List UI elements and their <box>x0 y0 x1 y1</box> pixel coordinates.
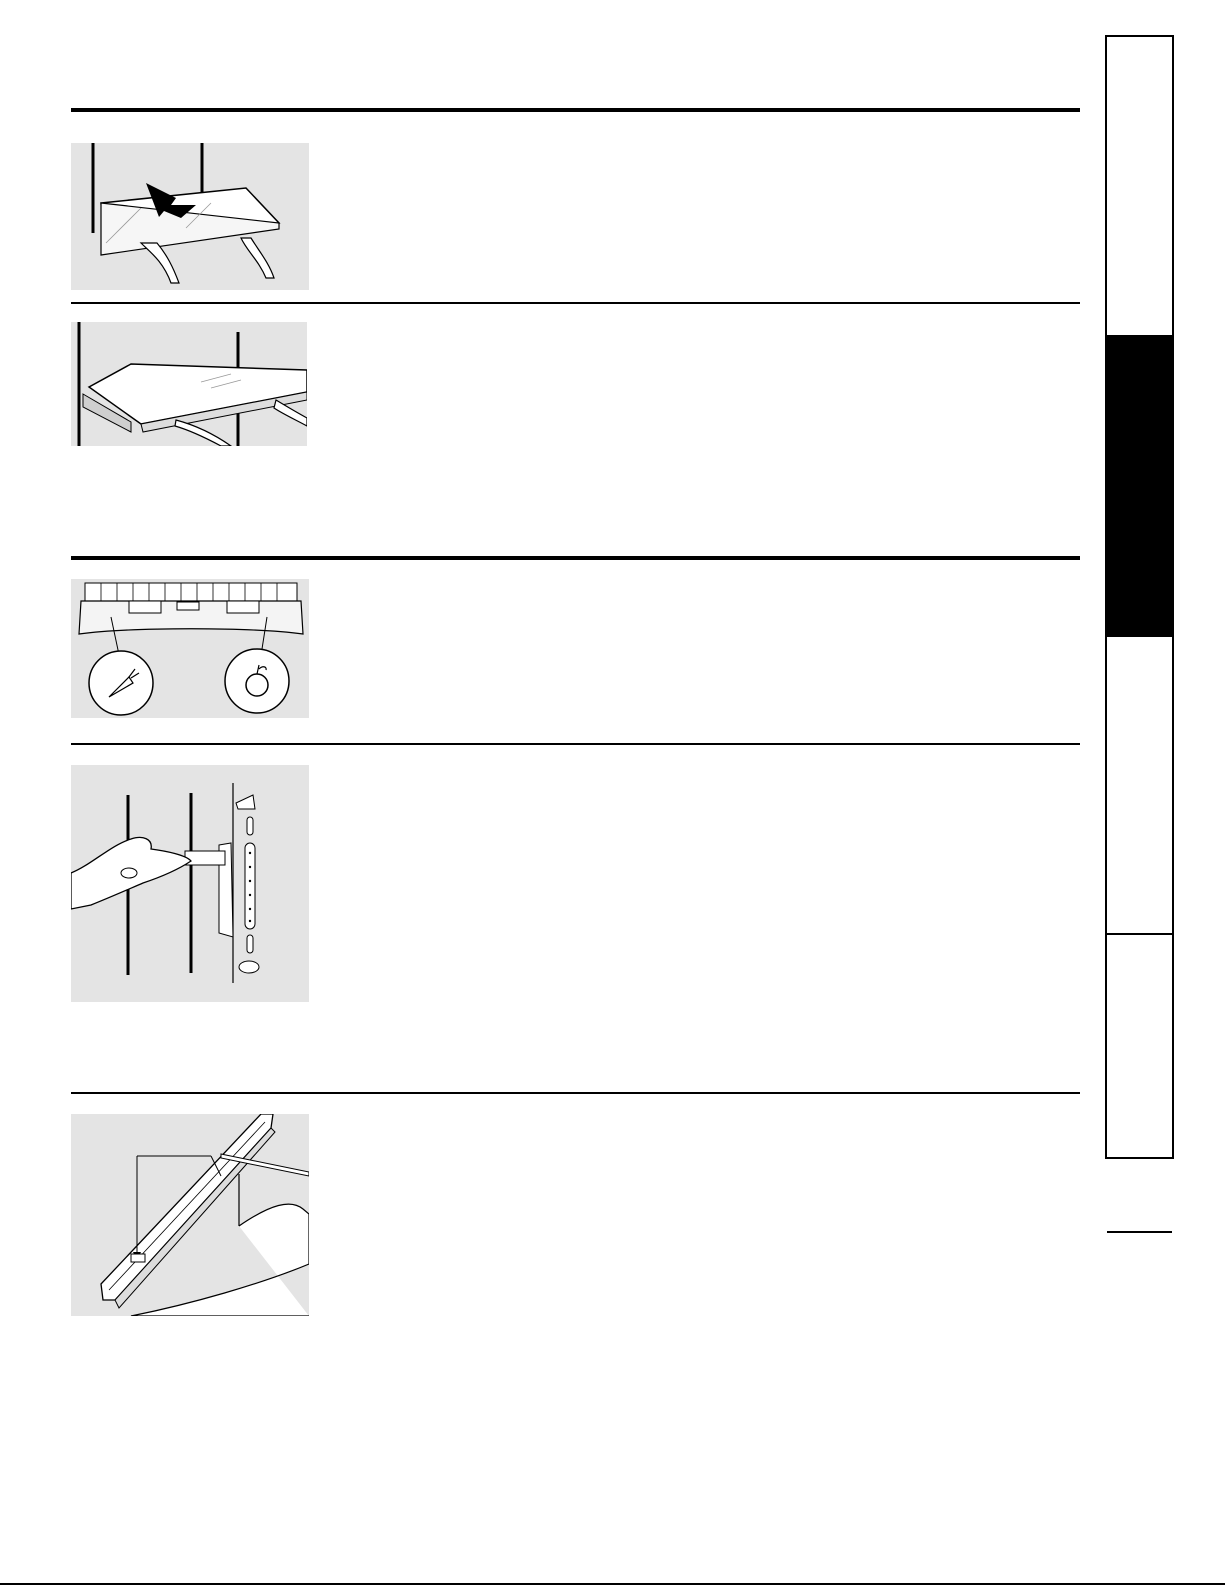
tab-4[interactable] <box>1107 933 1172 1231</box>
section-divider <box>71 743 1080 745</box>
shelf-slide-out-arrow-icon <box>71 143 309 290</box>
temperature-slider-icon <box>71 765 309 1002</box>
section-divider-top <box>71 108 1080 112</box>
shelf-hands-icon <box>71 322 307 446</box>
section-divider-crisper <box>71 556 1080 560</box>
vegetable-fruit-icon <box>71 579 309 718</box>
tab-1[interactable] <box>1107 37 1172 335</box>
tab-3[interactable] <box>1107 635 1172 933</box>
drawer-rail-figure <box>71 1114 309 1316</box>
drawer-rail-icon <box>71 1114 309 1316</box>
section-divider <box>71 302 1080 304</box>
crisper-control-figure <box>71 579 309 718</box>
slide-out-shelf-figure <box>71 143 309 290</box>
meat-pan-control-figure <box>71 765 309 1002</box>
cantilever-shelf-figure <box>71 322 307 446</box>
tab-5[interactable] <box>1107 1231 1172 1457</box>
tab-2[interactable] <box>1107 335 1172 635</box>
side-section-tabs <box>1105 35 1174 1159</box>
section-divider <box>71 1092 1080 1094</box>
